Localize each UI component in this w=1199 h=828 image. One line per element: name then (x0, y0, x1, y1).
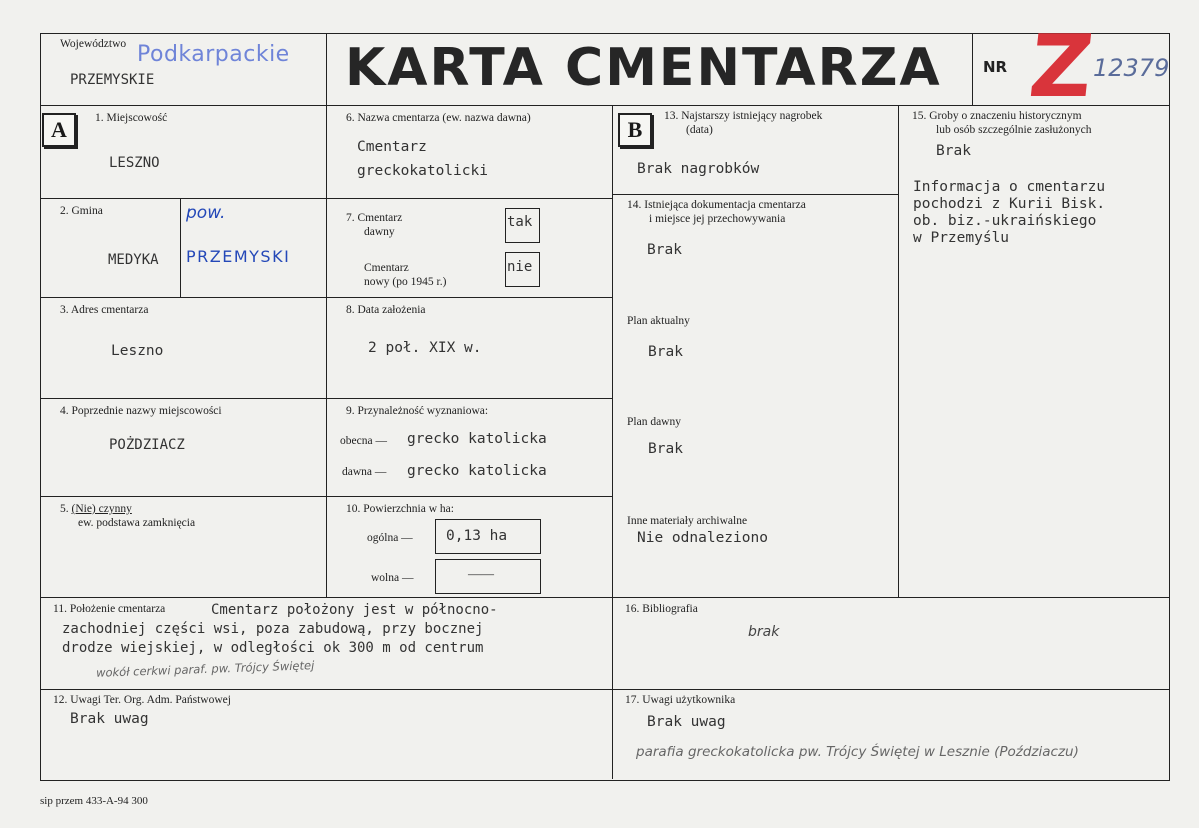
field-6-label: 6. Nazwa cmentarza (ew. nazwa dawna) (346, 112, 531, 124)
field-9-current-label: obecna — (340, 435, 387, 447)
header-col-divider-1 (326, 33, 327, 105)
field-8-value: 2 poł. XIX w. (368, 340, 482, 356)
region-stamp: Podkarpackie (137, 42, 290, 67)
field-14-label-1: 14. Istniejąca dokumentacja cmentarza (627, 199, 806, 211)
row-line (40, 398, 612, 399)
field-9-former-value: grecko katolicka (407, 463, 547, 479)
field-12-label: 12. Uwagi Ter. Org. Adm. Państwowej (53, 694, 231, 706)
field-15-note-4: w Przemyślu (913, 230, 1010, 246)
field-9-former-label: dawna — (342, 466, 387, 478)
section-b-marker: B (618, 113, 652, 147)
field-3-label: 3. Adres cmentarza (60, 304, 149, 316)
page-title: KARTA CMENTARZA (345, 38, 942, 98)
field-2-handwriting-2: PRZEMYSKI (186, 247, 291, 266)
other-materials-value: Nie odnaleziono (637, 530, 768, 546)
field-12-value: Brak uwag (70, 711, 149, 727)
field-14-label-2: i miejsce jej przechowywania (649, 213, 786, 225)
nr-label: NR (983, 58, 1008, 76)
field-16-label: 16. Bibliografia (625, 603, 698, 615)
field-11-line-1: Cmentarz położony jest w północno- (211, 602, 498, 618)
field-15-note-1: Informacja o cmentarzu (913, 179, 1106, 195)
field-8-label: 8. Data założenia (346, 304, 426, 316)
col-divider-b (898, 105, 899, 597)
field-2-label: 2. Gmina (60, 205, 103, 217)
row-line (326, 198, 612, 199)
row-line (40, 297, 612, 298)
field-4-value: POŻDZIACZ (109, 437, 185, 453)
field-7-value-2: nie (507, 259, 533, 275)
header-divider (40, 105, 1170, 106)
row-line (40, 198, 326, 199)
field-11-line-2: zachodniej części wsi, poza zabudową, przy bocznej (62, 621, 484, 637)
field-7-label-3: Cmentarz (364, 262, 409, 274)
plan-current-label: Plan aktualny (627, 315, 690, 327)
field-2-value: MEDYKA (108, 252, 159, 268)
row-line (40, 689, 1170, 690)
nr-value: 12379 (1093, 54, 1170, 82)
wojewodztwo-value: PRZEMYSKIE (70, 72, 155, 88)
field-1-label: 1. Miejscowość (95, 112, 168, 124)
field-11-handwriting: wokół cerkwi paraf. pw. Trójcy Świętej (95, 658, 315, 680)
field-17-handwriting: parafia greckokatolicka pw. Trójcy Świętej w Lesznie (Poździaczu) (636, 744, 1079, 760)
col-divider-a (326, 105, 327, 597)
field-3-value: Leszno (111, 343, 164, 359)
other-materials-label: Inne materiały archiwalne (627, 515, 748, 527)
nr-letter: Z (1024, 17, 1098, 117)
row-line (612, 194, 898, 195)
field-14-value: Brak (647, 242, 682, 258)
field-9-current-value: grecko katolicka (407, 431, 547, 447)
field-2-divider (180, 198, 181, 297)
field-15-label-1: 15. Groby o znaczeniu historycznym (912, 110, 1082, 122)
field-6-value-1: Cmentarz (357, 139, 427, 155)
field-7-label-2: dawny (364, 226, 395, 238)
field-11-label: 11. Położenie cmentarza (53, 603, 166, 615)
field-7-value-1: tak (507, 214, 533, 230)
field-10-free-label: wolna — (371, 572, 414, 584)
plan-former-label: Plan dawny (627, 416, 681, 428)
field-10-free-value: —— (468, 566, 494, 581)
field-13-label-2: (data) (686, 124, 713, 136)
field-10-total-label: ogólna — (367, 532, 413, 544)
plan-former-value: Brak (648, 441, 683, 457)
col-divider-mid (612, 105, 613, 779)
field-16-handwriting: brak (748, 624, 780, 640)
field-10-total-value: 0,13 ha (446, 528, 508, 544)
field-15-label-2: lub osób szczególnie zasłużonych (936, 124, 1092, 136)
footer-print-code: sip przem 433-A-94 300 (40, 795, 148, 807)
field-13-label-1: 13. Najstarszy istniejący nagrobek (664, 110, 823, 122)
field-7-label-4: nowy (po 1945 r.) (364, 276, 447, 288)
field-15-note-3: ob. biz.-ukraińskiego (913, 213, 1097, 229)
wojewodztwo-label: Województwo (60, 38, 127, 50)
field-17-label: 17. Uwagi użytkownika (625, 694, 736, 706)
field-4-label: 4. Poprzednie nazwy miejscowości (60, 405, 222, 417)
field-13-value: Brak nagrobków (637, 161, 760, 177)
field-10-label: 10. Powierzchnia w ha: (346, 503, 454, 515)
field-5-label: 5. (Nie) czynny (60, 503, 132, 515)
field-5-label-2: ew. podstawa zamknięcia (78, 517, 196, 529)
field-5-label-underlined: (Nie) czynny (71, 503, 132, 515)
field-7-label: 7. Cmentarz (346, 212, 403, 224)
field-6-value-2: greckokatolicki (357, 163, 488, 179)
field-1-value: LESZNO (109, 155, 160, 171)
field-17-value: Brak uwag (647, 714, 726, 730)
header-col-divider-2 (972, 33, 973, 105)
field-11-line-3: drodze wiejskiej, w odległości ok 300 m od centrum (62, 640, 484, 656)
row-line (40, 496, 612, 497)
field-2-handwriting-1: pow. (186, 203, 226, 223)
section-a-marker: A (42, 113, 76, 147)
field-15-note-2: pochodzi z Kurii Bisk. (913, 196, 1106, 212)
row-line (40, 597, 1170, 598)
field-9-label: 9. Przynależność wyznaniowa: (346, 405, 489, 417)
plan-current-value: Brak (648, 344, 683, 360)
field-15-value: Brak (936, 143, 971, 159)
